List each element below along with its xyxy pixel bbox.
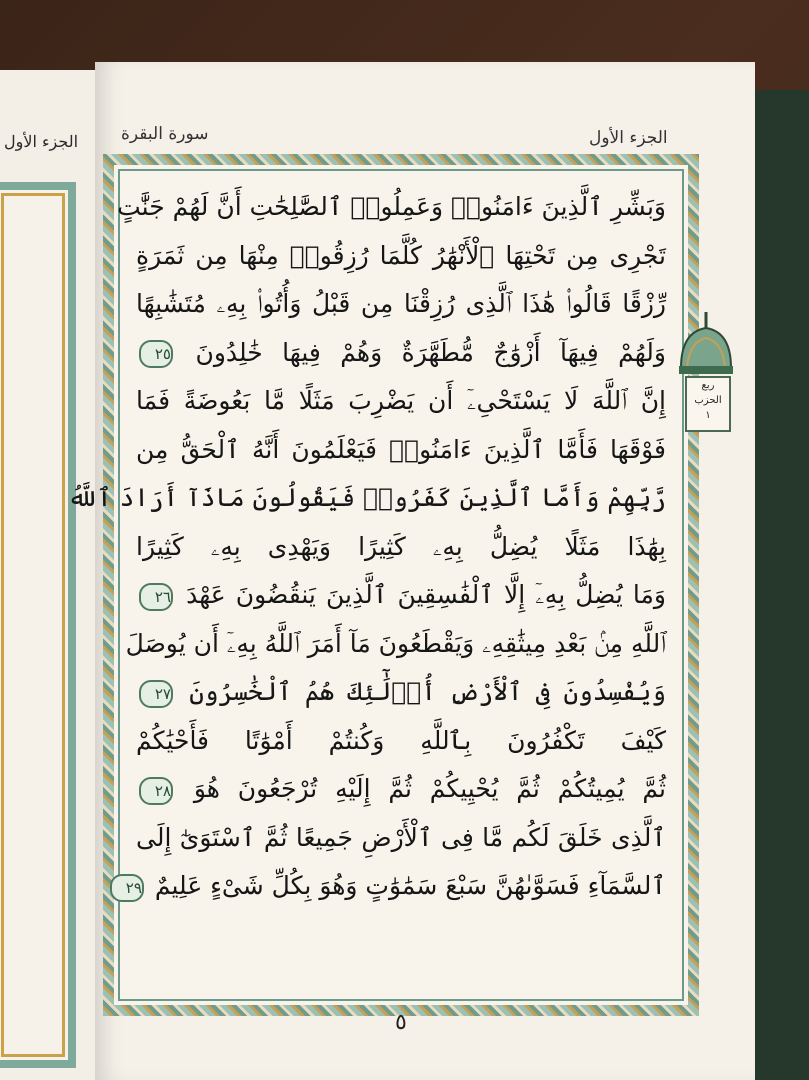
text-line-4 xyxy=(136,329,666,378)
text-line-9 xyxy=(136,571,666,620)
juz-header: الجزء الأول xyxy=(589,128,668,148)
ayah-number-marker: ٢٥ xyxy=(139,340,173,368)
page-number: ٥ xyxy=(395,1010,407,1035)
text-line-8 xyxy=(136,523,666,572)
ayah-number-marker: ٢٧ xyxy=(139,680,173,708)
text-line-15 xyxy=(125,862,666,911)
hizb-label-box xyxy=(685,376,731,432)
text-line-2 xyxy=(136,232,666,281)
line-text: إِنَّ ٱللَّهَ لَا يَسْتَحْىِۦٓ أَن يَضْرِبَ مَثَلًا مَّا بَعُوضَةً فَمَا xyxy=(136,386,666,415)
line-text: وَلَهُمْ فِيهَآ أَزْوَٰجٌ مُّطَهَّرَةٌ وَهُمْ فِيهَا خَٰلِدُونَ xyxy=(195,337,666,367)
line-text: ٱلَّذِى خَلَقَ لَكُم مَّا فِى ٱلْأَرْضِ جَمِيعًا ثُمَّ ٱسْتَوَىٰٓ إِلَى xyxy=(136,822,666,852)
line-text: وَمَا يُضِلُّ بِهِۦٓ إِلَّا ٱلْفَٰسِقِينَ ٱلَّذِينَ يَنقُضُونَ عَهْدَ xyxy=(186,580,666,609)
text-line-12 xyxy=(136,717,666,766)
right-page xyxy=(67,62,755,1080)
text-line-6 xyxy=(136,426,666,475)
hizb-label-quarter: ربع xyxy=(701,380,715,391)
line-text: كَيْفَ تَكْفُرُونَ بِٱللَّهِ وَكُنتُمْ أَمْوَٰتًا فَأَحْيَٰكُمْ xyxy=(136,725,666,755)
text-line-7 xyxy=(67,474,666,523)
hizb-marker xyxy=(675,310,737,430)
ayah-number-marker: ٢٦ xyxy=(139,583,173,611)
line-text: ثُمَّ يُمِيتُكُمْ ثُمَّ يُحْيِيكُمْ ثُمَّ إِلَيْهِ تُرْجَعُونَ هُوَ xyxy=(193,774,666,803)
text-line-10 xyxy=(125,620,666,669)
left-page-border xyxy=(0,182,76,1068)
hizb-label-number: ١ xyxy=(705,410,711,421)
line-text: وَيُفْسِدُونَ فِى ٱلْأَرْضِ أُو۟لَٰٓئِكَ هُمُ ٱلْخَٰسِرُونَ xyxy=(189,677,666,706)
left-page xyxy=(0,70,96,1080)
text-line-14 xyxy=(136,814,666,863)
text-line-11 xyxy=(136,668,666,717)
ayah-number-marker: ٢٩ xyxy=(110,874,144,902)
line-text: فَوْقَهَا فَأَمَّا ٱلَّذِينَ ءَامَنُوا۟ فَيَعْلَمُونَ أَنَّهُ ٱلْحَقُّ مِن xyxy=(136,434,666,464)
hizb-label-hizb: الحزب xyxy=(694,395,722,406)
text-line-1 xyxy=(117,183,666,232)
verse-text-block xyxy=(67,183,666,911)
left-page-header: الجزء الأول xyxy=(4,132,79,151)
text-line-5 xyxy=(136,377,666,426)
line-text: وَبَشِّرِ ٱلَّذِينَ ءَامَنُوا۟ وَعَمِلُوا۟ ٱلصَّٰلِحَٰتِ أَنَّ لَهُمْ جَنَّٰتٍ xyxy=(117,192,666,221)
line-text: ٱلسَّمَآءِ فَسَوَّىٰهُنَّ سَبْعَ سَمَٰوَٰتٍ وَهُوَ بِكُلِّ شَىْءٍ عَلِيمٌ xyxy=(154,871,666,900)
text-line-3 xyxy=(136,280,666,329)
line-text: رَّبِّهِمْ وَأَمَّا ٱلَّذِينَ كَفَرُوا۟ فَيَقُولُونَ مَاذَآ أَرَادَ ٱللَّهُ xyxy=(67,483,666,512)
ornament-dome-icon xyxy=(675,310,737,376)
ornamental-border xyxy=(67,154,699,1016)
surah-header: سورة البقرة xyxy=(121,124,209,144)
line-text: ٱللَّهِ مِنۢ بَعْدِ مِيثَٰقِهِۦ وَيَقْطَعُونَ مَآ أَمَرَ ٱللَّهُ بِهِۦٓ أَن يُوصَلَ xyxy=(125,628,666,658)
line-text: بِهَٰذَا مَثَلًا يُضِلُّ بِهِۦ كَثِيرًا وَيَهْدِى بِهِۦ كَثِيرًا xyxy=(136,531,666,561)
ayah-number-marker: ٢٨ xyxy=(139,777,173,805)
text-line-13 xyxy=(136,765,666,814)
line-text: رِّزْقًا قَالُوا۟ هَٰذَا ٱلَّذِى رُزِقْنَا مِن قَبْلُ وَأُتُوا۟ بِهِۦ مُتَشَٰبِهًا xyxy=(136,289,666,318)
line-text: تَجْرِى مِن تَحْتِهَا ٱلْأَنْهَٰرُ كُلَّمَا رُزِقُوا۟ مِنْهَا مِن ثَمَرَةٍ xyxy=(136,240,666,270)
